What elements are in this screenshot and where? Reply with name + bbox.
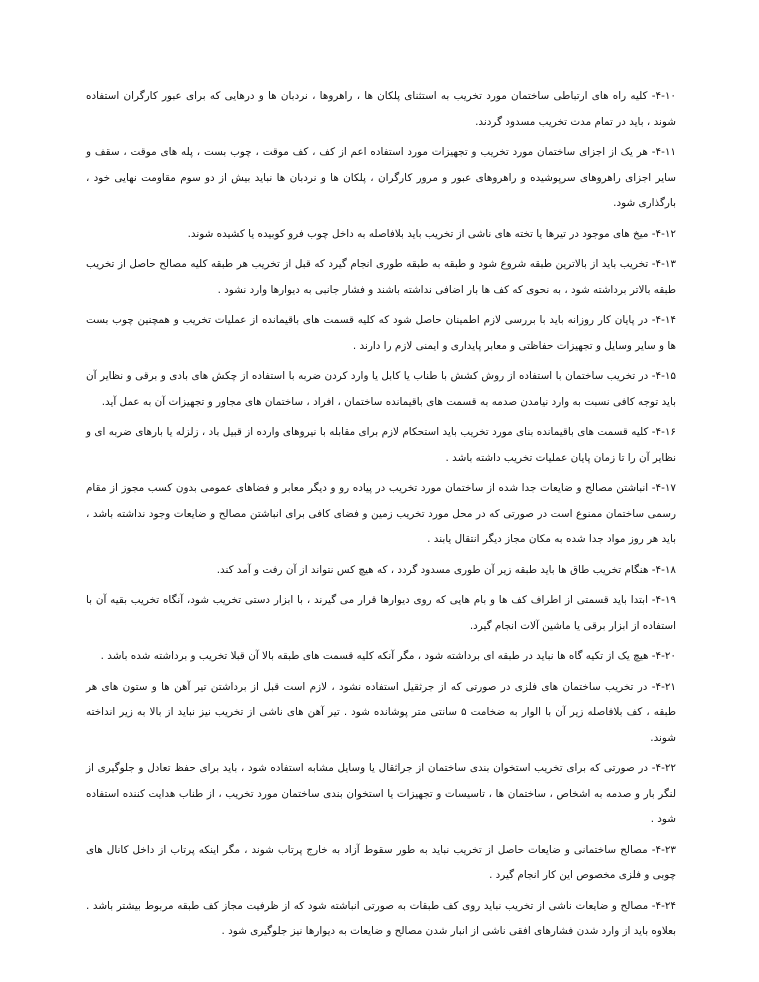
clause-4-19 — [86, 588, 676, 639]
clause-4-21 — [86, 675, 676, 752]
clause-4-22 — [86, 756, 676, 833]
clause-text: کلیه راه های ارتباطی ساختمان مورد تخریب به استثنای پلکان ها ، راهروها ، نردبان ها و درهایی که برای عبور کارگران استفاده شوند ، باید در تمام مدت تخریب مسدود گردند. — [86, 90, 676, 128]
clause-4-24 — [86, 894, 676, 945]
clause-text: تخریب باید از بالاترین طبقه شروع شود و طبقه به طبقه طوری انجام گیرد که قبل از تخریب هر طبقه کلیه مصالح حاصل از تخریب طبقه بالاتر برداشته شود ، به نحوی که کف ها بار اضافی نداشته باشند و فشار جانبی به دیوارها وارد نشود . — [86, 258, 676, 296]
clause-text: در پایان کار روزانه باید با بررسی لازم اطمینان حاصل شود که کلیه قسمت های باقیمانده از عملیات تخریب و همچنین چوب بست ها و سایر وسایل و تجهیزات حفاظتی و معابر پایداری و ایمنی لازم را دارند . — [86, 314, 676, 352]
clause-number: ۴-۱۳- — [651, 258, 676, 270]
clause-number: ۴-۱۰- — [651, 90, 676, 102]
clause-number: ۴-۲۴- — [651, 899, 676, 912]
clause-number: ۴-۱۸- — [651, 563, 676, 576]
clause-text: در صورتی که برای تخریب استخوان بندی ساختمان از جراثقال یا وسایل مشابه استفاده شود ، باید برای حفظ تعادل و جلوگیری از لنگر بار و صدمه به اشخاص ، ساختمان ها ، تاسیسات و تجهیزات یا استخوان بندی ساختمان مورد تخریب ، از طناب هدایت کننده استفاده شود . — [86, 762, 676, 825]
clause-4-15 — [86, 364, 676, 415]
clause-text: ابتدا باید قسمتی از اطراف کف ها و بام هایی که روی دیوارها قرار می گیرند ، با ابزار دستی تخریب شود، آنگاه تخریب بقیه آن با استفاده از ابزار برقی یا ماشین آلات انجام گیرد. — [86, 594, 676, 632]
clause-number: ۴-۲۰- — [651, 650, 676, 662]
clause-text: هنگام تخریب طاق ها باید طبقه زیر آن طوری مسدود گردد ، که هیچ کس نتواند از آن رفت و آمد کند. — [216, 563, 649, 576]
clause-number: ۴-۱۴- — [651, 314, 677, 326]
clause-4-20 — [86, 644, 676, 670]
clause-text: هیچ یک از تکیه گاه ها نباید در طبقه ای برداشته شود ، مگر آنکه کلیه قسمت های طبقه بالا آن قبلا تخریب و برداشته شده باشد . — [100, 650, 649, 662]
clause-text: هر یک از اجزای ساختمان مورد تخریب و تجهیزات مورد استفاده اعم از کف ، کف موقت ، چوب بست ، پله های موقت ، سقف و سایر اجزای راهروهای سرپوشیده و راهروهای عبور و مرور کارگران ، پلکان ها و نردبان ها نباید بیش از دو سوم مقاومت نهایی خود ، بارگذاری شود. — [86, 146, 676, 209]
clause-4-18 — [86, 558, 676, 584]
clause-4-23 — [86, 838, 676, 889]
clause-4-14 — [86, 308, 676, 359]
clause-number: ۴-۲۲- — [651, 762, 676, 774]
clause-4-17 — [86, 476, 676, 553]
clause-4-16 — [86, 420, 676, 471]
clause-number: ۴-۱۷- — [651, 482, 676, 494]
clause-text: انباشتن مصالح و ضایعات جدا شده از ساختمان مورد تخریب در پیاده رو و دیگر معابر و فضاهای عمومی بدون کسب مجوز از مقام رسمی ساختمان ممنوع است در صورتی که در محل مورد تخریب زمین و فضای کافی برای انباشتن مصالح و ضایعات وجود نداشته باشد ، باید هر روز مواد جدا شده به مکان مجاز دیگر انتقال یابند . — [86, 482, 676, 545]
clause-4-11 — [86, 140, 676, 217]
clause-number: ۴-۲۱- — [651, 680, 676, 693]
clause-text: مصالح ساختمانی و ضایعات حاصل از تخریب نباید به طور سقوط آزاد به خارج پرتاب شوند ، مگر اینکه پرتاب از داخل کانال های چوبی و فلزی مخصوص این کار انجام گیرد . — [86, 843, 676, 881]
clause-text: مصالح و ضایعات ناشی از تخریب نباید روی کف طبقات به صورتی انباشته شود که از ظرفیت مجاز کف طبقه مربوط بیشتر باشد . بعلاوه باید از وارد شدن فشارهای افقی ناشی از انبار شدن مصالح و ضایعات به دیوارها نیز جلوگیری شود . — [86, 899, 676, 937]
clause-4-12 — [86, 222, 676, 248]
clause-number: ۴-۱۱- — [651, 146, 676, 158]
document-page — [86, 84, 676, 950]
clause-text: میخ های موجود در تیرها یا تخته های ناشی از تخریب باید بلافاصله به داخل چوب فرو کوبیده یا کشیده شوند. — [187, 227, 649, 240]
clause-number: ۴-۱۹- — [651, 594, 676, 606]
clause-4-13 — [86, 252, 676, 303]
clause-4-10 — [86, 84, 676, 135]
clause-text: کلیه قسمت های باقیمانده بنای مورد تخریب باید استحکام لازم برای مقابله با نیروهای وارده از قبیل باد ، زلزله یا بارهای ضربه ای و نظایر آن را تا زمان پایان عملیات تخریب داشته باشد . — [86, 426, 676, 464]
clause-number: ۴-۱۶- — [651, 426, 676, 438]
clause-text: در تخریب ساختمان های فلزی در صورتی که از جرثقیل استفاده نشود ، لازم است قبل از برداشتن تیر آهن ها و ستون های هر طبقه ، کف بلافاصله زیر آن با الوار به ضخامت ۵ سانتی متر پوشانده شود . تیر آهن های ناشی از تخریب نیز نباید از بالا به زیر انداخته شوند. — [86, 680, 676, 744]
clause-text: در تخریب ساختمان با استفاده از روش کشش با طناب یا کابل یا وارد کردن ضربه با استفاده از چکش های بادی و برقی و نظایر آن باید توجه کافی نسبت به وارد نیامدن صدمه به قسمت های باقیمانده ساختمان ، افراد ، ساختمان های مجاور و تجهیزات آن به عمل آید. — [86, 370, 676, 408]
clause-number: ۴-۲۳- — [651, 843, 676, 856]
clause-number: ۴-۱۲- — [651, 227, 676, 240]
clause-number: ۴-۱۵- — [651, 370, 676, 382]
